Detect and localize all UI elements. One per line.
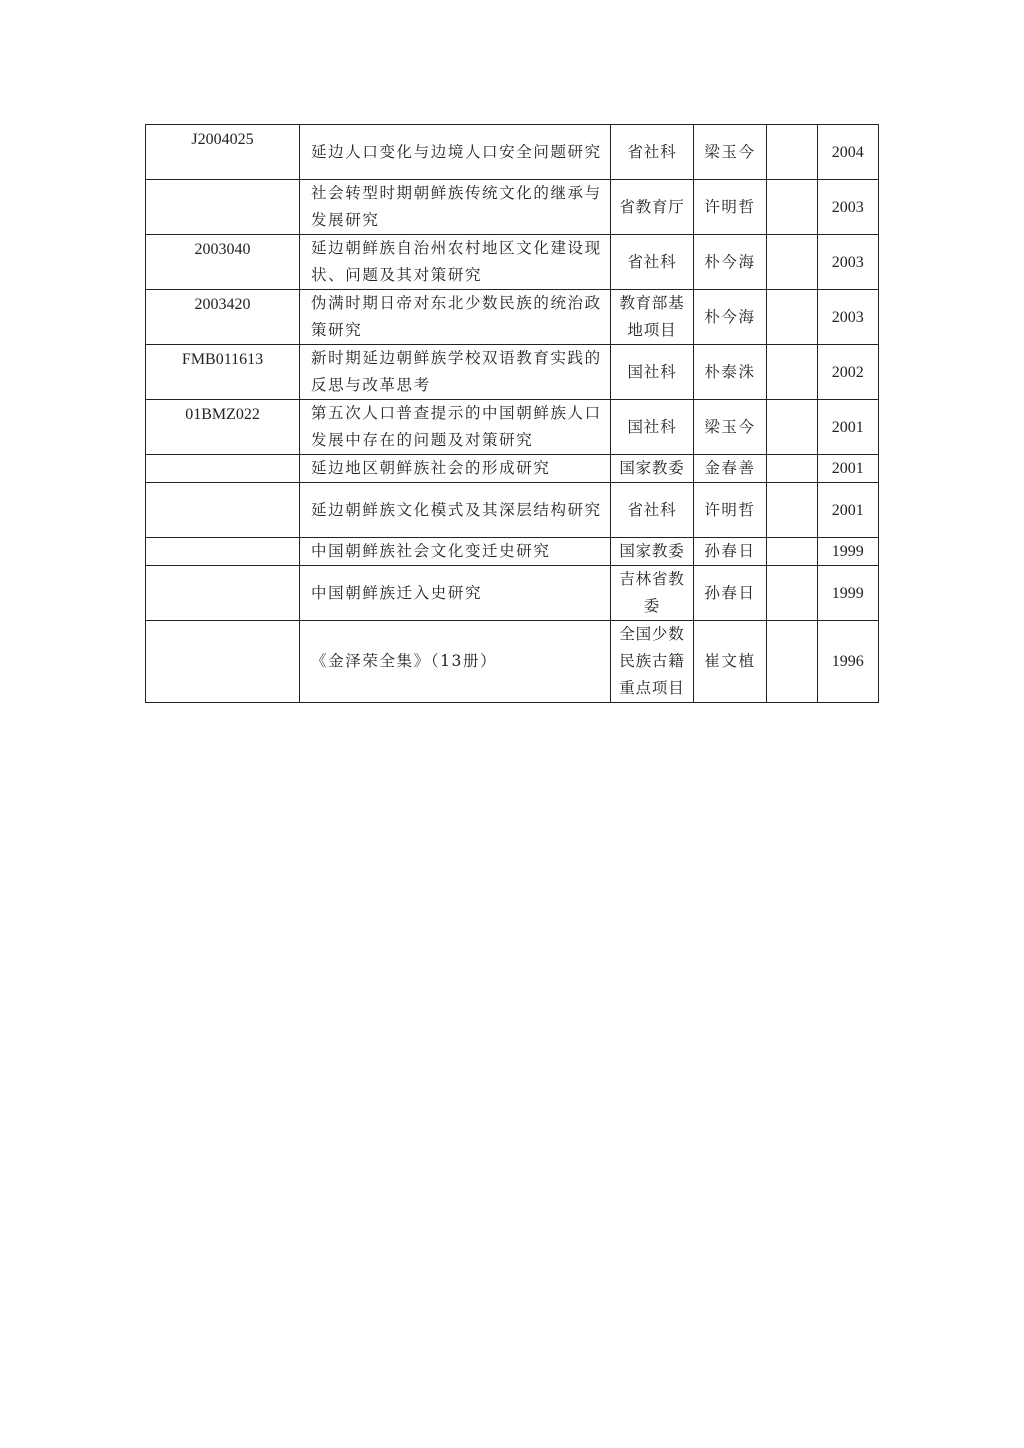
table-row (146, 345, 879, 400)
empty-cell (767, 483, 817, 538)
empty-cell (767, 455, 817, 483)
funding-source: 省社科 (611, 235, 694, 290)
project-title: 新时期延边朝鲜族学校双语教育实践的反思与改革思考 (300, 345, 611, 400)
project-title: 延边朝鲜族自治州农村地区文化建设现状、问题及其对策研究 (300, 235, 611, 290)
project-title: 社会转型时期朝鲜族传统文化的继承与发展研究 (300, 180, 611, 235)
table-row (146, 125, 879, 180)
project-title: 《金泽荣全集》（13册） (300, 621, 611, 703)
project-id (146, 483, 300, 538)
funding-source: 国社科 (611, 400, 694, 455)
principal-investigator: 朴泰洙 (693, 345, 767, 400)
funding-source: 国家教委 (611, 538, 694, 566)
funding-source: 省社科 (611, 483, 694, 538)
project-table (145, 124, 879, 703)
project-title: 延边人口变化与边境人口安全问题研究 (300, 125, 611, 180)
project-title: 中国朝鲜族社会文化变迁史研究 (300, 538, 611, 566)
project-id: J2004025 (146, 125, 300, 180)
project-title: 第五次人口普查提示的中国朝鲜族人口发展中存在的问题及对策研究 (300, 400, 611, 455)
project-title: 延边朝鲜族文化模式及其深层结构研究 (300, 483, 611, 538)
funding-source: 国家教委 (611, 455, 694, 483)
project-id (146, 538, 300, 566)
empty-cell (767, 566, 817, 621)
project-title: 伪满时期日帝对东北少数民族的统治政策研究 (300, 290, 611, 345)
project-year: 2002 (817, 345, 878, 400)
project-year: 2001 (817, 455, 878, 483)
project-year: 2004 (817, 125, 878, 180)
project-id (146, 180, 300, 235)
project-year: 1999 (817, 566, 878, 621)
principal-investigator: 崔文植 (693, 621, 767, 703)
table-row (146, 483, 879, 538)
principal-investigator: 孙春日 (693, 566, 767, 621)
principal-investigator: 朴今海 (693, 235, 767, 290)
project-id: 01BMZ022 (146, 400, 300, 455)
funding-source: 全国少数民族古籍重点项目 (611, 621, 694, 703)
funding-source: 省教育厅 (611, 180, 694, 235)
table-row (146, 455, 879, 483)
empty-cell (767, 621, 817, 703)
table-row (146, 180, 879, 235)
principal-investigator: 朴今海 (693, 290, 767, 345)
project-id: 2003040 (146, 235, 300, 290)
empty-cell (767, 538, 817, 566)
project-year: 2003 (817, 290, 878, 345)
principal-investigator: 梁玉今 (693, 400, 767, 455)
table-row (146, 235, 879, 290)
table-row (146, 566, 879, 621)
funding-source: 吉林省教委 (611, 566, 694, 621)
principal-investigator: 孙春日 (693, 538, 767, 566)
empty-cell (767, 290, 817, 345)
table-row (146, 290, 879, 345)
project-title: 延边地区朝鲜族社会的形成研究 (300, 455, 611, 483)
empty-cell (767, 235, 817, 290)
empty-cell (767, 125, 817, 180)
principal-investigator: 金春善 (693, 455, 767, 483)
project-id: 2003420 (146, 290, 300, 345)
empty-cell (767, 180, 817, 235)
table-row (146, 538, 879, 566)
project-id (146, 566, 300, 621)
project-year: 2001 (817, 400, 878, 455)
project-year: 2003 (817, 235, 878, 290)
principal-investigator: 许明哲 (693, 180, 767, 235)
table-row (146, 621, 879, 703)
project-year: 2001 (817, 483, 878, 538)
principal-investigator: 许明哲 (693, 483, 767, 538)
funding-source: 省社科 (611, 125, 694, 180)
project-id: FMB011613 (146, 345, 300, 400)
project-year: 2003 (817, 180, 878, 235)
empty-cell (767, 400, 817, 455)
project-year: 1996 (817, 621, 878, 703)
funding-source: 教育部基地项目 (611, 290, 694, 345)
project-id (146, 621, 300, 703)
table-row (146, 400, 879, 455)
empty-cell (767, 345, 817, 400)
project-title: 中国朝鲜族迁入史研究 (300, 566, 611, 621)
project-year: 1999 (817, 538, 878, 566)
principal-investigator: 梁玉今 (693, 125, 767, 180)
funding-source: 国社科 (611, 345, 694, 400)
project-id (146, 455, 300, 483)
